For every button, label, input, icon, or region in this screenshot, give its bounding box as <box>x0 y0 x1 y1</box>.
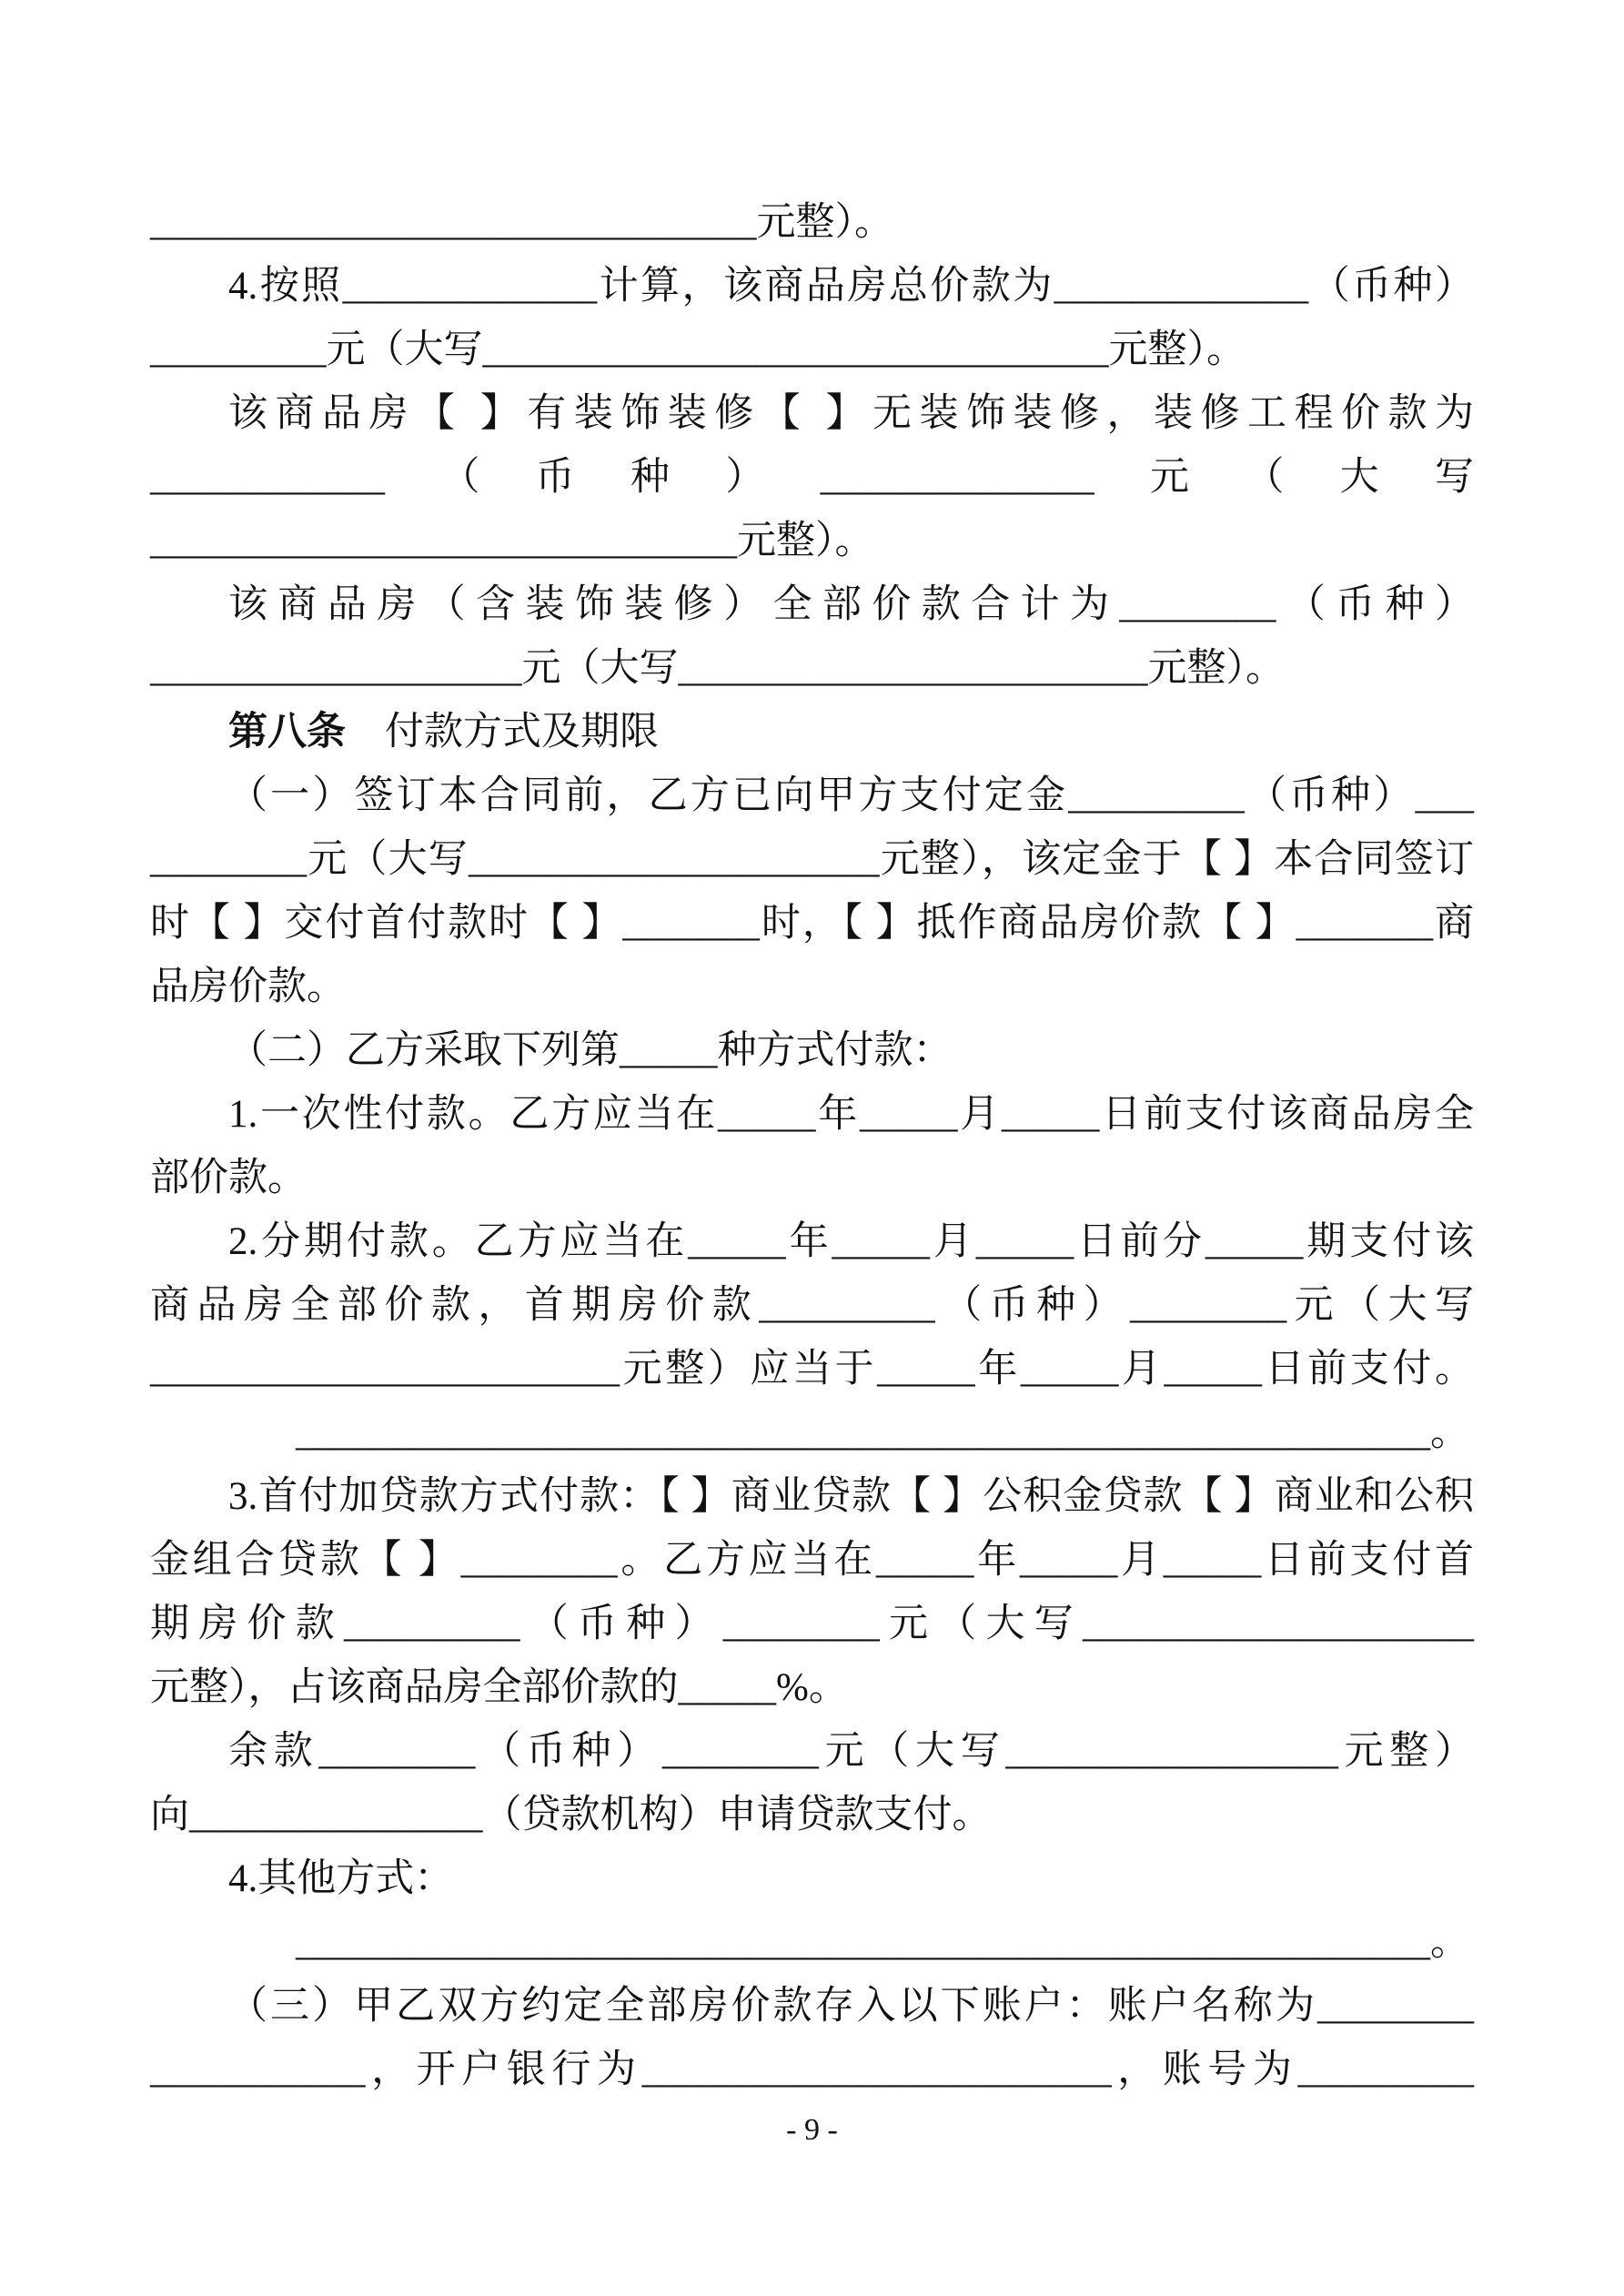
document-line-13 <box>150 956 1474 1019</box>
document-line-19 <box>150 1338 1474 1401</box>
text-run: 期房价款_________（币种）________元（大写____________________ <box>150 1603 1474 1645</box>
text-run: ________元（大写_____________________元整），该定金于【 】本合同签订 <box>150 838 1474 881</box>
page-number: - 9 - <box>786 2113 838 2147</box>
document-line-27 <box>150 1847 1474 1911</box>
text-run: 余款________（币种）________元（大写_________________元整） <box>228 1730 1474 1773</box>
text-run: ______________________________元整）。 <box>150 520 874 562</box>
document-line-21 <box>150 1465 1474 1529</box>
text-run: 该商品房（含装饰装修）全部价款合计为________（币种） <box>228 583 1474 626</box>
document-line-22 <box>150 1529 1474 1593</box>
document-line-28 <box>150 1911 1474 1975</box>
text-run: 4.按照_____________计算，该商品房总价款为_____________（币种） <box>228 265 1474 308</box>
text-run: ____________（币种）______________元（大写 <box>150 456 1474 499</box>
text-run: （三）甲乙双方约定全部房价款存入以下账户：账户名称为________ <box>228 1985 1474 2028</box>
text-run: 部价款。 <box>150 1157 307 1199</box>
document-line-11 <box>150 828 1474 892</box>
document-line-2 <box>150 255 1474 319</box>
text-run: 2.分期付款。乙方应当在_____年_____月_____日前分_____期支付该 <box>228 1220 1474 1263</box>
text-run: 时【 】交付首付款时【 】_______时，【 】抵作商品房价款【 】_______商 <box>150 902 1474 945</box>
text-run: 3.首付加贷款方式付款：【 】商业贷款【 】公积金贷款【 】商业和公积 <box>228 1475 1474 1518</box>
clause-heading: 第八条 <box>228 711 385 754</box>
document-line-23 <box>150 1593 1474 1656</box>
text-run: 向_______________（贷款机构）申请贷款支付。 <box>150 1794 992 1836</box>
document-line-29 <box>150 1975 1474 2038</box>
text-run: ___________，开户银行为________________________，账号为_________ <box>150 2048 1474 2091</box>
document-line-15 <box>150 1083 1474 1147</box>
document-line-9 <box>150 701 1474 764</box>
text-run: ________________________元整）应当于_____年_____月_____日前支付。 <box>150 1348 1474 1391</box>
document-line-8 <box>150 637 1474 701</box>
document-line-25 <box>150 1720 1474 1784</box>
text-run: 付款方式及期限 <box>385 711 659 754</box>
text-run: 1.一次性付款。乙方应当在_____年_____月_____日前支付该商品房全 <box>228 1093 1474 1136</box>
text-run: 该商品房【 】有装饰装修【 】无装饰装修，装修工程价款为 <box>228 392 1474 435</box>
document-line-17 <box>150 1210 1474 1274</box>
document-line-12 <box>150 892 1474 956</box>
text-run: 商品房全部价款，首期房价款_________（币种）________元（大写 <box>150 1284 1474 1327</box>
text-run: 金组合贷款【 】________。乙方应当在_____年_____月_____日前支付首 <box>150 1539 1474 1582</box>
document-line-7 <box>150 573 1474 637</box>
text-run: 元整），占该商品房全部价款的_____%。 <box>150 1666 848 1709</box>
text-run: 品房价款。 <box>150 966 346 1008</box>
text-run: ___________________元（大写________________________元整）。 <box>150 647 1285 690</box>
document-line-26 <box>150 1784 1474 1847</box>
document-line-24 <box>150 1656 1474 1720</box>
text-run: _______________________________元整）。 <box>150 201 893 244</box>
document-line-30 <box>150 2038 1474 2102</box>
text-run: （二）乙方采取下列第_____种方式付款： <box>228 1029 953 1072</box>
page-footer <box>0 2108 1624 2153</box>
text-run: __________________________________________________________。 <box>296 1921 1469 1964</box>
document-line-5 <box>150 446 1474 510</box>
document-line-1 <box>150 191 1474 255</box>
document-line-4 <box>150 382 1474 446</box>
document-line-18 <box>150 1274 1474 1338</box>
document-line-3 <box>150 319 1474 382</box>
text-run: 4.其他方式： <box>228 1857 454 1900</box>
text-run: __________________________________________________________。 <box>296 1411 1469 1454</box>
document-line-16 <box>150 1147 1474 1210</box>
contract-body <box>150 191 1474 2102</box>
text-run: （一）签订本合同前，乙方已向甲方支付定金_________（币种）___ <box>228 774 1474 817</box>
text-run: _________元（大写________________________________元整）。 <box>150 329 1246 371</box>
document-line-14 <box>150 1019 1474 1083</box>
document-line-10 <box>150 764 1474 828</box>
document-line-6 <box>150 510 1474 573</box>
document-line-20 <box>150 1401 1474 1465</box>
